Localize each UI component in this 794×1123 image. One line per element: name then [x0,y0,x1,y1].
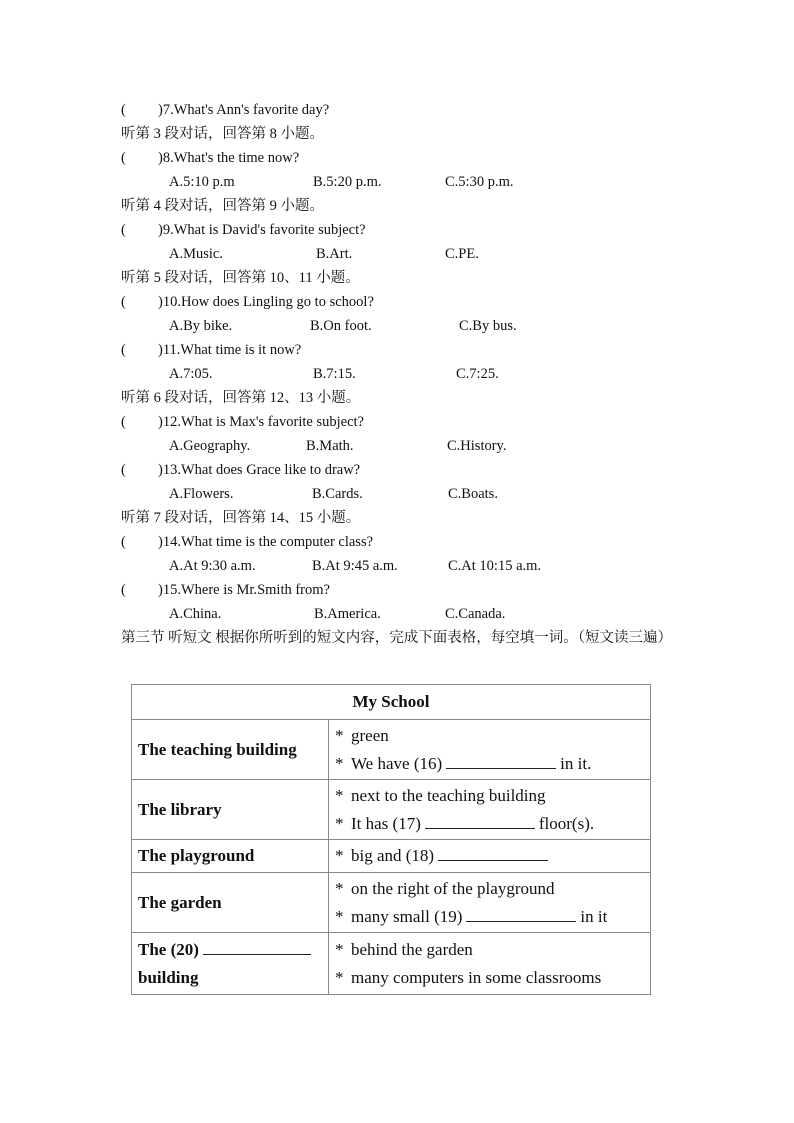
detail-text: in it [580,906,608,926]
question-12 [121,412,364,432]
instruction-dialog-6: 听第 6 段对话，回答第 12、13 小题。 [121,390,361,406]
answer-paren-close: ) [158,342,163,358]
answer-paren-open: ( [121,462,126,478]
instruction-dialog-7: 听第 7 段对话，回答第 14、15 小题。 [121,510,361,526]
instruction-dialog-3: 听第 3 段对话，回答第 8 小题。 [121,126,324,142]
question-text: 14.What time is the computer class? [162,534,374,550]
detail-text: big and (18) [351,846,435,865]
detail-text: many computers in some classrooms [351,967,602,987]
instruction-dialog-4: 听第 4 段对话，回答第 9 小题。 [121,198,324,214]
option-a: A.Flowers. [169,486,234,502]
table-row [132,873,651,933]
option-a: A.At 9:30 a.m. [169,558,256,574]
question-text: 15.Where is Mr.Smith from? [162,582,330,598]
star-bullet: * [335,939,344,959]
question-9 [121,220,366,240]
row-label: The library [132,780,329,840]
star-bullet: * [335,813,344,833]
answer-paren-open: ( [121,102,126,118]
row-label: The garden [132,873,329,933]
question-text: 13.What does Grace like to draw? [162,462,361,478]
option-a: A.7:05. [169,366,213,382]
question-text: 11.What time is it now? [162,342,302,358]
question-text: 7.What's Ann's favorite day? [162,102,330,118]
answer-blank-18[interactable] [438,845,548,861]
option-b: B.7:15. [313,366,356,382]
table-row [132,720,651,780]
detail-text: in it. [560,753,592,773]
star-bullet: * [335,785,344,805]
detail-text: many small (19) [351,906,463,926]
question-text: 10.How does Lingling go to school? [162,294,374,310]
detail-text: behind the garden [351,939,473,959]
answer-paren-close: ) [158,294,163,310]
option-c: C.7:25. [456,366,499,382]
option-a: A.5:10 p.m [169,174,235,190]
star-bullet: * [335,753,344,773]
detail-text: We have (16) [351,753,443,773]
answer-paren-close: ) [158,534,163,550]
answer-paren-open: ( [121,150,126,166]
answer-paren-open: ( [121,222,126,238]
question-7 [121,100,329,120]
option-b: B.Math. [306,438,354,454]
option-b: B.America. [314,606,381,622]
my-school-table [131,684,651,995]
answer-blank-17[interactable] [425,813,535,829]
row-details [329,720,651,780]
option-b: B.Art. [316,246,353,262]
question-14 [121,532,373,552]
detail-text: It has (17) [351,813,421,833]
star-bullet: * [335,846,344,865]
option-a: A.Music. [169,246,223,262]
option-c: C.5:30 p.m. [445,174,514,190]
answer-paren-open: ( [121,534,126,550]
answer-blank-20[interactable] [203,939,311,955]
answer-paren-close: ) [158,462,163,478]
star-bullet: * [335,906,344,926]
question-13 [121,460,360,480]
answer-blank-19[interactable] [466,906,576,922]
row-details [329,933,651,995]
row-label [132,933,329,995]
row-details [329,840,651,873]
question-10 [121,292,374,312]
row-label: The teaching building [132,720,329,780]
question-8 [121,148,299,168]
detail-text: on the right of the playground [351,878,555,898]
option-b: B.At 9:45 a.m. [312,558,398,574]
row-label: The playground [132,840,329,873]
option-b: B.5:20 p.m. [313,174,382,190]
section-3-instruction: 第三节 听短文 根据你所听到的短文内容，完成下面表格，每空填一词。（短文读三遍） [121,630,672,646]
answer-paren-open: ( [121,294,126,310]
answer-paren-close: ) [158,102,163,118]
answer-paren-close: ) [158,150,163,166]
option-a: A.Geography. [169,438,251,454]
option-c: C.History. [447,438,507,454]
option-c: C.At 10:15 a.m. [448,558,542,574]
table-row [132,840,651,873]
option-c: C.Canada. [445,606,506,622]
question-text: 8.What's the time now? [162,150,300,166]
label-text: The (20) [138,939,199,959]
answer-paren-open: ( [121,582,126,598]
answer-paren-open: ( [121,342,126,358]
star-bullet: * [335,878,344,898]
answer-paren-close: ) [158,582,163,598]
detail-text: green [351,725,389,745]
label-text: building [138,967,199,987]
question-text: 12.What is Max's favorite subject? [162,414,364,430]
star-bullet: * [335,725,344,745]
star-bullet: * [335,967,344,987]
question-text: 9.What is David's favorite subject? [162,222,366,238]
table-row [132,780,651,840]
option-a: A.By bike. [169,318,233,334]
answer-blank-16[interactable] [446,753,556,769]
instruction-dialog-5: 听第 5 段对话，回答第 10、11 小题。 [121,270,360,286]
table-title: My School [132,685,651,720]
option-c: C.By bus. [459,318,517,334]
question-15 [121,580,330,600]
option-b: B.On foot. [310,318,372,334]
answer-paren-close: ) [158,414,163,430]
question-11 [121,340,301,360]
answer-paren-close: ) [158,222,163,238]
row-details [329,873,651,933]
option-b: B.Cards. [312,486,363,502]
row-details [329,780,651,840]
option-c: C.Boats. [448,486,498,502]
option-a: A.China. [169,606,222,622]
table-row [132,933,651,995]
answer-paren-open: ( [121,414,126,430]
option-c: C.PE. [445,246,479,262]
detail-text: next to the teaching building [351,785,546,805]
detail-text: floor(s). [538,813,595,833]
